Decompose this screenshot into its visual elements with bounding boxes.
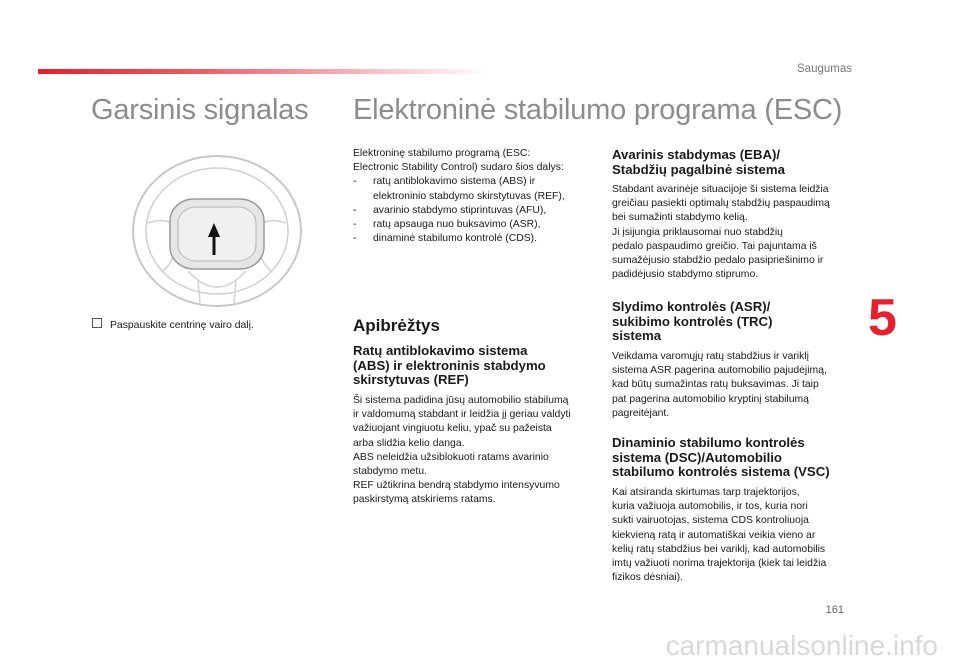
- watermark: carmanualsonline.info: [665, 630, 938, 661]
- page-number: 161: [825, 604, 844, 616]
- steering-wheel-illustration: [128, 153, 306, 313]
- eba-subheading: Avarinis stabdymas (EBA)/ Stabdžių pagalbinė sistema: [612, 147, 785, 177]
- list-item: - avarinio stabdymo stiprintuvas (AFU),: [353, 204, 598, 218]
- header-accent-bar: [38, 69, 488, 74]
- esc-heading: Elektroninė stabilumo programa (ESC): [353, 94, 843, 126]
- horn-heading: Garsinis signalas: [91, 94, 309, 126]
- esc-intro-line: Elektroninę stabilumo programą (ESC:: [353, 148, 531, 159]
- chapter-number: 5: [868, 289, 897, 347]
- dsc-text: Kai atsiranda skirtumas tarp trajektorijos, kuria važiuoja automobilis, ir tos, kuria nori sukti vairuotojas, sistema CDS kontroliuoja kiekvieną ratą ir automatiškai veikia vieno ar kelių ratų stabdžius bei variklį, kad automobilis imtų važiuoti norima trajektorija (kiek tai leidžia fizikos dėsniai).: [612, 487, 827, 584]
- horn-instruction-text: Paspauskite centrinę vairo dalį.: [110, 320, 254, 331]
- esc-component-list: [353, 175, 598, 246]
- abs-subheading: Ratų antiblokavimo sistema (ABS) ir elektroninis stabdymo skirstytuvas (REF): [353, 343, 546, 387]
- checkbox-bullet-icon: [92, 318, 102, 328]
- eba-text: Stabdant avarinėje situacijoje ši sistema leidžia greičiau pasiekti optimalų stabdžių paspaudimą bei sumažinti stabdymo kelią. Ji įsijungia priklausomai nuo stabdžių pedalo paspaudimo greičio. Tai pajuntama iš sumažėjusio stabdžio pedalo pasipriešinimo ir padidėjusio stabdymo stiprumo.: [612, 184, 830, 281]
- list-item: - ratų apsauga nuo buksavimo (ASR),: [353, 218, 598, 232]
- definitions-heading: Apibrėžtys: [353, 316, 440, 335]
- asr-subheading: Slydimo kontrolės (ASR)/ sukibimo kontrolės (TRC) sistema: [612, 299, 773, 343]
- esc-intro: [353, 147, 598, 246]
- esc-intro-line: Electronic Stability Control) sudaro šios dalys:: [353, 162, 564, 174]
- list-item: - ratų antiblokavimo sistema (ABS) ir elektroninio stabdymo skirstytuvas (REF),: [353, 175, 598, 203]
- list-item: - dinaminė stabilumo kontrolė (CDS).: [353, 232, 598, 246]
- abs-text: Ši sistema padidina jūsų automobilio stabilumą ir valdomumą stabdant ir leidžia jį geriau valdyti važiuojant vingiuotu keliu, ypač su pažeista arba slidžia kelio danga. ABS neleidžia užsiblokuoti ratams avarinio stabdymo metu. REF užtikrina bendrą stabdymo intensyvumo paskirstymą atskiriems ratams.: [353, 395, 571, 506]
- asr-text: Veikdama varomųjų ratų stabdžius ir variklį sistema ASR pagerina automobilio pajudėjimą, kad būtų sumažintas ratų buksavimas. Ji taip pat pagerina automobilio kryptinį stabilumą pagreitėjant.: [612, 351, 827, 419]
- dsc-subheading: Dinaminio stabilumo kontrolės sistema (DSC)/Automobilio stabilumo kontrolės sistema (VSC): [612, 435, 830, 479]
- horn-instruction: [92, 318, 254, 331]
- steering-wheel-icon: [128, 153, 306, 313]
- section-title: Saugumas: [797, 63, 852, 75]
